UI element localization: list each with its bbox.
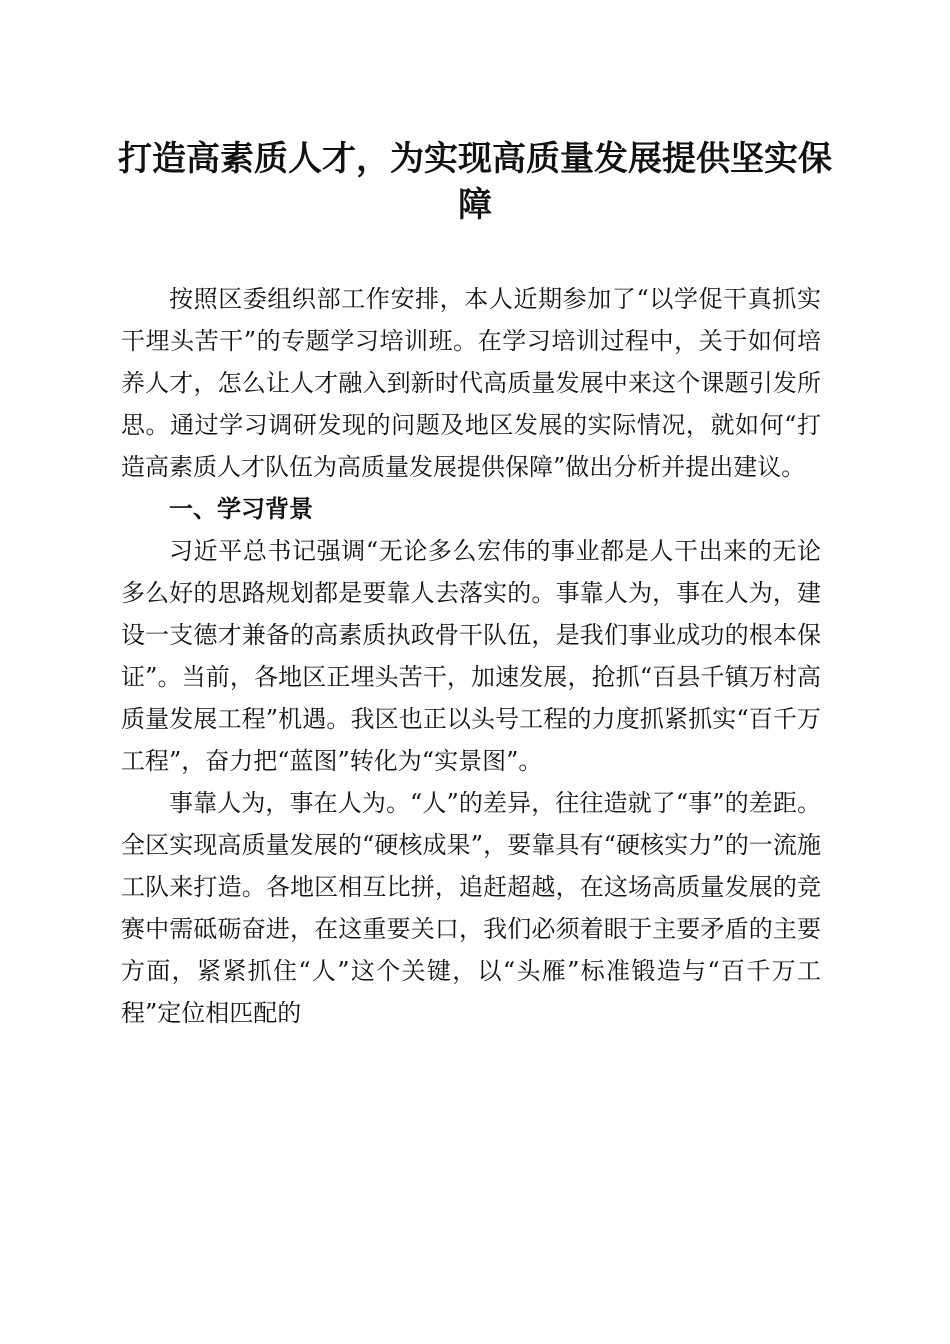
background-paragraph-1: 习近平总书记强调“无论多么宏伟的事业都是人干出来的无论多么好的思路规划都是要靠人去落实的。事靠人为，事在人为，建设一支德才兼备的高素质执政骨干队伍，是我们事业成功的根本保证”。当前，各地区正埋头苦干，加速发展，抢抓“百县千镇万村高质量发展工程”机遇。我区也正以头号工程的力度抓紧抓实“百千万工程”，奋力把“蓝图”转化为“实景图”。 bbox=[121, 537, 821, 775]
intro-paragraph: 按照区委组织部工作安排，本人近期参加了“以学促干真抓实干埋头苦干”的专题学习培训班。在学习培训过程中，关于如何培养人才，怎么让人才融入到新时代高质量发展中来这个课题引发所思。通过学习调研发现的问题及地区发展的实际情况，就如何“打造高素质人才队伍为高质量发展提供保障”做出分析并提出建议。 bbox=[121, 285, 821, 481]
section-heading-background: 一、学习背景 bbox=[169, 495, 313, 523]
document-title: 打造高素质人才，为实现高质量发展提供坚实保障 bbox=[118, 139, 832, 225]
background-paragraph-2: 事靠人为，事在人为。“人”的差异，往往造就了“事”的差距。全区实现高质量发展的“硬核成果”，要靠具有“硬核实力”的一流施工队来打造。各地区相互比拼，追赶超越，在这场高质量发展的竞赛中需砥砺奋进，在这重要关口，我们必须着眼于主要矛盾的主要方面，紧紧抓住“人”这个关键，以“头雁”标准锻造与“百千万工程”定位相匹配的 bbox=[121, 789, 821, 1027]
document-body bbox=[121, 278, 821, 1034]
